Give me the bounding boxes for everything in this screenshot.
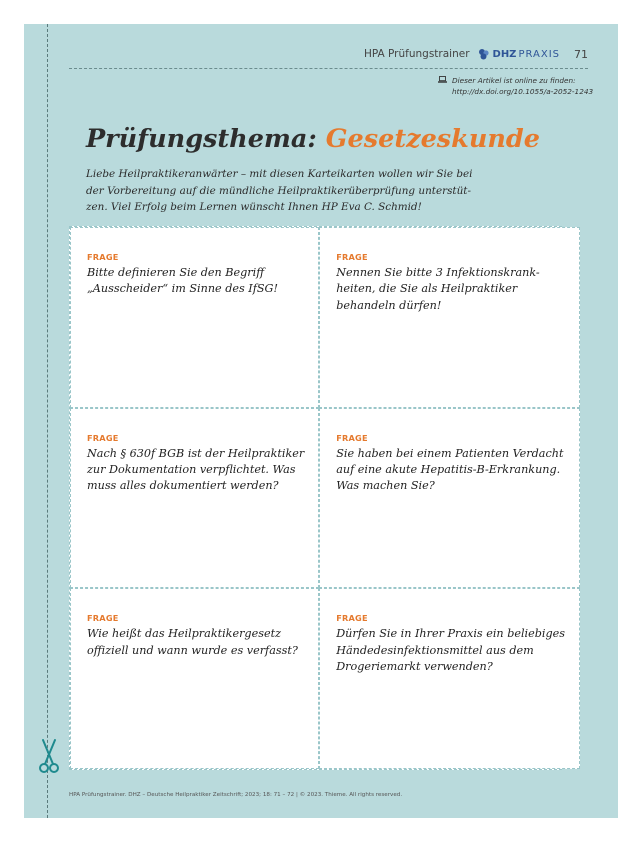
online-note: [438, 75, 598, 97]
page-number: 71: [574, 47, 588, 61]
intro-line: Liebe Heilpraktikeranwärter – mit diesen Karteikarten wollen wir Sie bei: [86, 168, 473, 180]
question-line: Dürfen Sie in Ihrer Praxis ein beliebiges: [336, 627, 566, 641]
section-title: HPA Prüfungstrainer: [363, 48, 470, 60]
flashcard: [319, 588, 580, 769]
scissors-icon: [38, 738, 60, 774]
flashcard-grid: [69, 226, 566, 770]
online-note-link[interactable]: http://dx.doi.org/10.1055/a-2052-1243: [452, 87, 594, 96]
header-divider: [69, 68, 588, 69]
card-question: [87, 265, 304, 298]
brand-praxis: PRAXIS: [518, 48, 560, 60]
flashcard: [319, 227, 580, 408]
flashcard: [70, 408, 319, 589]
card-label: FRAGE: [87, 432, 119, 443]
card-question: [336, 446, 565, 495]
intro-line: zen. Viel Erfolg beim Lernen wünscht Ihnen HP Eva C. Schmid!: [86, 201, 422, 213]
question-line: „Ausscheider“ im Sinne des IfSG!: [87, 282, 278, 296]
question-line: Händedesinfektionsmittel aus dem: [336, 643, 534, 657]
page-footer: HPA Prüfungstrainer. DHZ – Deutsche Heilpraktiker Zeitschrift; 2023; 18: 71 – 72 | © 2023. Thieme. All rights reserved.: [69, 792, 403, 798]
question-line: auf eine akute Hepatitis-B-Erkrankung.: [336, 462, 561, 476]
card-question: [87, 626, 304, 659]
brand-dhz: DHZ: [492, 48, 517, 60]
question-line: zur Dokumentation verpflichtet. Was: [87, 462, 296, 476]
question-line: offiziell und wann wurde es verfasst?: [87, 643, 298, 657]
cut-line: [47, 24, 48, 818]
flashcard: [70, 588, 319, 769]
question-line: heiten, die Sie als Heilpraktiker: [336, 282, 518, 296]
card-label: FRAGE: [87, 252, 119, 262]
card-label: FRAGE: [336, 613, 368, 624]
title-accent: Gesetzeskunde: [325, 124, 540, 154]
intro-line: der Vorbereitung auf die mündliche Heilpraktikerüberprüfung unterstüt-: [86, 184, 471, 197]
question-line: muss alles dokumentiert werden?: [87, 479, 279, 493]
intro-text: [86, 166, 473, 216]
question-line: Wie heißt das Heilpraktikergesetz: [87, 627, 281, 641]
card-label: FRAGE: [87, 613, 119, 624]
card-question: [336, 626, 565, 675]
question-line: Nennen Sie bitte 3 Infektionskrank-: [336, 266, 540, 279]
question-line: Nach § 630f BGB ist der Heilpraktiker: [87, 446, 305, 460]
question-line: Drogeriemarkt verwenden?: [336, 659, 493, 673]
online-note-line1: Dieser Artikel ist online zu finden:: [452, 76, 576, 85]
flashcard: [319, 408, 580, 589]
page-title: [86, 124, 540, 154]
title-prefix: Prüfungsthema:: [86, 124, 326, 154]
flashcard: [70, 227, 319, 408]
laptop-icon: [438, 76, 447, 83]
card-label: FRAGE: [336, 432, 368, 443]
card-question: [87, 446, 304, 495]
question-line: Bitte definieren Sie den Begriff: [87, 266, 265, 279]
dhz-logo-icon: [478, 48, 490, 60]
card-question: [336, 265, 565, 314]
question-line: Was machen Sie?: [336, 479, 435, 493]
question-line: Sie haben bei einem Patienten Verdacht: [336, 446, 564, 460]
page-header: [0, 44, 588, 64]
question-line: behandeln dürfen!: [336, 298, 442, 312]
card-label: FRAGE: [336, 252, 368, 262]
